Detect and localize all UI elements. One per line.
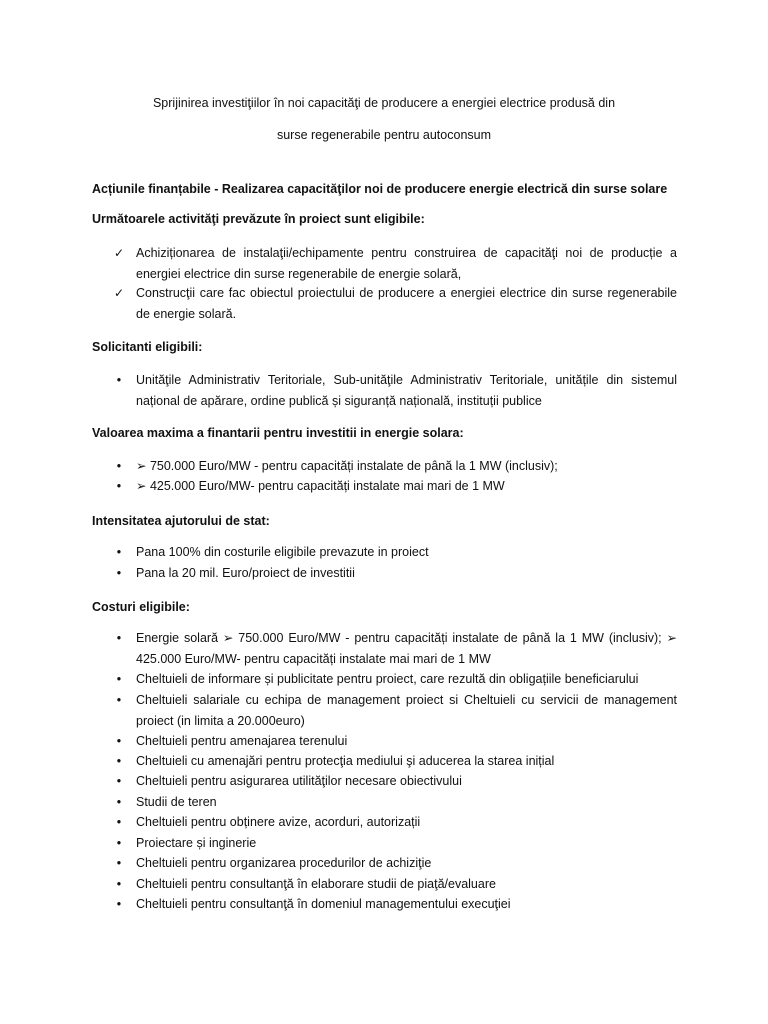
list-item-text: Cheltuieli pentru amenajarea terenului: [136, 734, 348, 748]
list-item: [116, 542, 677, 563]
max-value-heading: Valoarea maxima a finantarii pentru investitii in energie solara:: [92, 426, 464, 440]
bullet-icon: •: [116, 877, 122, 891]
list-item: [116, 690, 677, 731]
list-item-text: Pana la 20 mil. Euro/proiect de investitii: [136, 566, 355, 580]
list-item-text: Cheltuieli pentru consultanţă în domeniul managementului execuţiei: [136, 897, 511, 911]
list-item: [116, 833, 677, 854]
bullet-icon: •: [116, 693, 122, 707]
list-item-text: Cheltuieli de informare și publicitate pentru proiect, care rezultă din obligațiile beneficiarului: [136, 672, 639, 686]
list-item-text: Cheltuieli pentru consultanţă în elaborare studii de piaţă/evaluare: [136, 877, 496, 891]
list-item: [113, 243, 677, 284]
eligible-activities-heading: Următoarele activităţi prevăzute în proiect sunt eligibile:: [92, 212, 425, 226]
document-title-line-1: Sprijinirea investiţiilor în noi capacităţi de producere a energiei electrice produsă din: [152, 96, 616, 110]
list-item-text: Cheltuieli salariale cu echipa de management proiect si Cheltuieli cu servicii de management proiect (in limita a 20.000euro): [136, 693, 677, 728]
list-item: [116, 751, 677, 772]
bullet-icon: •: [116, 897, 122, 911]
list-item: [116, 628, 677, 669]
list-item: [113, 283, 677, 324]
applicants-heading: Solicitanti eligibili:: [92, 340, 203, 354]
bullet-icon: •: [116, 373, 122, 387]
list-item-text: Energie solară ➢ 750.000 Euro/MW - pentru capacități instalate de până la 1 MW (inclusiv); ➢ 425.000 Euro/MW- pentru capacități instalate mai mari de 1 MW: [136, 631, 677, 666]
list-item-text: Achiziționarea de instalaţii/echipamente pentru construirea de capacităţi noi de producție a energiei electrice din surse regenerabile de energie solară,: [136, 246, 677, 281]
list-item-text: Pana 100% din costurile eligibile prevazute in proiect: [136, 545, 429, 559]
list-item: [116, 563, 677, 584]
bullet-icon: •: [116, 795, 122, 809]
aid-intensity-heading: Intensitatea ajutorului de stat:: [92, 514, 270, 528]
list-item: [116, 812, 677, 833]
bullet-icon: •: [116, 566, 122, 580]
bullet-icon: •: [116, 856, 122, 870]
list-item-text: Cheltuieli pentru organizarea procedurilor de achiziţie: [136, 856, 432, 870]
list-item: [116, 874, 677, 895]
list-item: [116, 476, 677, 497]
checkmark-icon: ✓: [113, 246, 125, 260]
bullet-icon: •: [116, 815, 122, 829]
list-item-text: Cheltuieli cu amenajări pentru protecţia mediului şi aducerea la starea inițial: [136, 754, 555, 768]
bullet-icon: •: [116, 774, 122, 788]
list-item: [116, 771, 677, 792]
document-title-line-2: surse regenerabile pentru autoconsum: [276, 128, 492, 142]
list-item-text: Cheltuieli pentru obținere avize, acorduri, autorizații: [136, 815, 421, 829]
list-item-text: Cheltuieli pentru asigurarea utilităţilor necesare obiectivului: [136, 774, 462, 788]
bullet-icon: •: [116, 754, 122, 768]
list-item-text: Unităţile Administrativ Teritoriale, Sub-unităţile Administrativ Teritoriale, unitățile din sistemul național de apărare, ordine publică și siguranță națională, instituții publice: [136, 373, 677, 408]
list-item-text: Studii de teren: [136, 795, 217, 809]
list-item: [116, 894, 677, 915]
list-item: [116, 669, 677, 690]
actions-heading: Acțiunile finanțabile - Realizarea capacităţilor noi de producere energie electrică din surse solare: [92, 182, 668, 196]
bullet-icon: •: [116, 545, 122, 559]
list-item: [116, 456, 677, 477]
eligible-costs-heading: Costuri eligibile:: [92, 600, 190, 614]
bullet-icon: •: [116, 672, 122, 686]
list-item: [116, 792, 677, 813]
bullet-icon: •: [116, 631, 122, 645]
bullet-icon: •: [116, 836, 122, 850]
checkmark-icon: ✓: [113, 286, 125, 300]
bullet-icon: •: [116, 479, 122, 493]
list-item-text: ➢ 425.000 Euro/MW- pentru capacități instalate mai mari de 1 MW: [136, 479, 505, 493]
list-item-text: ➢ 750.000 Euro/MW - pentru capacități instalate de până la 1 MW (inclusiv);: [136, 459, 558, 473]
bullet-icon: •: [116, 734, 122, 748]
list-item: [116, 853, 677, 874]
bullet-icon: •: [116, 459, 122, 473]
list-item: [116, 731, 677, 752]
list-item: [116, 370, 677, 411]
list-item-text: Proiectare și inginerie: [136, 836, 257, 850]
list-item-text: Construcţii care fac obiectul proiectului de producere a energiei electrice din surse regenerabile de energie solară.: [136, 286, 677, 321]
